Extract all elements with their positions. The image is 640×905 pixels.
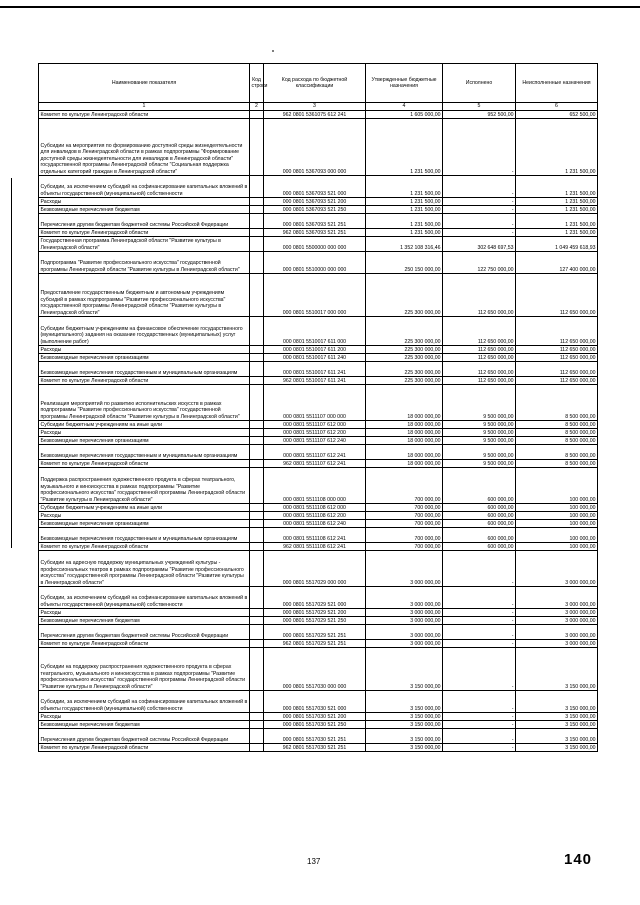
- table-cell-executed: -: [443, 551, 516, 587]
- table-cell-approved: 3 150 000,00: [366, 648, 443, 691]
- table-cell-remaining: 3 000 000,00: [516, 617, 598, 625]
- table-cell-executed: 9 500 000,00: [443, 385, 516, 421]
- table-cell-remaining: 1 231 500,00: [516, 214, 598, 229]
- table-cell-remaining: 112 650 000,00: [516, 362, 598, 377]
- table-row: [39, 274, 598, 317]
- column-number: 6: [516, 103, 598, 111]
- table-cell-approved: 3 150 000,00: [366, 691, 443, 713]
- table-cell-executed: 112 650 000,00: [443, 346, 516, 354]
- table-cell-approved: 225 300 000,00: [366, 354, 443, 362]
- table-cell-budget-code: 000 0801 5517030 521 250: [264, 721, 366, 729]
- table-cell-executed: -: [443, 587, 516, 609]
- table-cell-budget-code: 000 0801 5511108 000 000: [264, 468, 366, 504]
- table-row: [39, 252, 598, 274]
- table-cell-line-code: [250, 317, 264, 346]
- table-cell-name: Безвозмездные перечисления организациям: [39, 437, 250, 445]
- table-cell-budget-code: 962 0801 5517029 521 251: [264, 640, 366, 648]
- table-cell-executed: -: [443, 119, 516, 176]
- table-cell-remaining: 8 500 000,00: [516, 429, 598, 437]
- table-cell-remaining: 112 650 000,00: [516, 317, 598, 346]
- table-cell-remaining: 3 000 000,00: [516, 625, 598, 640]
- table-row: [39, 512, 598, 520]
- table-cell-remaining: 112 650 000,00: [516, 346, 598, 354]
- table-cell-line-code: [250, 648, 264, 691]
- table-cell-approved: 3 150 000,00: [366, 744, 443, 752]
- table-cell-approved: 1 231 500,00: [366, 206, 443, 214]
- table-row: [39, 617, 598, 625]
- table-cell-name: Субсидии на поддержку распространения художественного продукта в сферах театрального, музыкального и киноискусства в рамках подпрограммы "Развитие профессионального искусства" государственной программы Ленинградской области "Развитие культуры в Ленинградской области": [39, 648, 250, 691]
- table-cell-remaining: 3 000 000,00: [516, 640, 598, 648]
- table-cell-remaining: 3 150 000,00: [516, 691, 598, 713]
- table-cell-remaining: 100 000,00: [516, 528, 598, 543]
- scan-margin-mark: [11, 178, 12, 548]
- table-cell-budget-code: 000 0801 5517030 521 251: [264, 729, 366, 744]
- table-cell-name: Субсидии бюджетным учреждениям на иные цели: [39, 504, 250, 512]
- table-cell-line-code: [250, 377, 264, 385]
- table-cell-remaining: 3 150 000,00: [516, 648, 598, 691]
- table-cell-budget-code: 000 0801 5367093 000 000: [264, 119, 366, 176]
- table-cell-name: Поддержка распространения художественного продукта в сферах театрального, музыкального и киноискусства в рамках подпрограммы "Развитие профессионального искусства" государственной программы Ленинградской области "Развитие культуры в Ленинградской области": [39, 468, 250, 504]
- table-cell-budget-code: 000 0801 5511108 612 241: [264, 528, 366, 543]
- table-cell-budget-code: 000 0801 5517029 521 250: [264, 617, 366, 625]
- table-cell-name: Субсидии, за исключением субсидий на софинансирование капитальных вложений в объекты государственной (муниципальной) собственности: [39, 587, 250, 609]
- table-cell-remaining: 3 150 000,00: [516, 721, 598, 729]
- table-cell-budget-code: 000 0801 5510017 611 241: [264, 362, 366, 377]
- table-cell-executed: 600 000,00: [443, 468, 516, 504]
- table-cell-approved: 225 300 000,00: [366, 346, 443, 354]
- table-cell-budget-code: 000 0801 5517030 521 000: [264, 691, 366, 713]
- table-cell-remaining: 112 650 000,00: [516, 274, 598, 317]
- table-cell-name: Субсидии, за исключением субсидий на софинансирование капитальных вложений в объекты государственной (муниципальной) собственности: [39, 691, 250, 713]
- table-cell-remaining: 8 500 000,00: [516, 445, 598, 460]
- table-cell-executed: -: [443, 617, 516, 625]
- table-cell-remaining: 1 231 500,00: [516, 198, 598, 206]
- table-cell-budget-code: 962 0801 5510017 611 241: [264, 377, 366, 385]
- table-row: [39, 648, 598, 691]
- table-cell-budget-code: 000 0801 5511107 612 000: [264, 421, 366, 429]
- table-cell-approved: 700 000,00: [366, 504, 443, 512]
- table-row: [39, 377, 598, 385]
- table-cell-name: Расходы: [39, 512, 250, 520]
- table-cell-approved: 3 000 000,00: [366, 551, 443, 587]
- table-cell-executed: 600 000,00: [443, 512, 516, 520]
- table-cell-approved: 18 000 000,00: [366, 437, 443, 445]
- table-cell-executed: -: [443, 640, 516, 648]
- table-row: [39, 713, 598, 721]
- table-cell-executed: -: [443, 229, 516, 237]
- table-cell-executed: 9 500 000,00: [443, 429, 516, 437]
- table-cell-line-code: [250, 713, 264, 721]
- table-cell-executed: -: [443, 648, 516, 691]
- table-cell-approved: 700 000,00: [366, 528, 443, 543]
- column-number: 2: [250, 103, 264, 111]
- table-cell-approved: 700 000,00: [366, 468, 443, 504]
- table-cell-line-code: [250, 512, 264, 520]
- column-number-row: [39, 103, 598, 111]
- table-row: [39, 237, 598, 252]
- table-cell-executed: -: [443, 214, 516, 229]
- table-cell-name: Субсидии на мероприятия по формированию доступной среды жизнедеятельности для инвалидов в Ленинградской области в рамках подпрограммы "Формирование доступной среды жизнедеятельности для инвалидов в Ленинградской области" государственной программы Ленинградской области "Социальная поддержка отдельных категорий граждан в Ленинградской области": [39, 119, 250, 176]
- table-cell-executed: 9 500 000,00: [443, 460, 516, 468]
- table-row: [39, 609, 598, 617]
- table-cell-budget-code: 000 0801 5367093 521 251: [264, 214, 366, 229]
- table-cell-remaining: 112 650 000,00: [516, 377, 598, 385]
- table-cell-budget-code: 962 0801 5361075 612 241: [264, 111, 366, 119]
- table-cell-executed: -: [443, 176, 516, 198]
- table-cell-executed: 600 000,00: [443, 520, 516, 528]
- table-cell-approved: 3 150 000,00: [366, 721, 443, 729]
- table-cell-name: Государственная программа Ленинградской области "Развитие культуры в Ленинградской области": [39, 237, 250, 252]
- table-cell-name: Перечисления другим бюджетам бюджетной системы Российской Федерации: [39, 625, 250, 640]
- table-row: [39, 460, 598, 468]
- table-cell-approved: 18 000 000,00: [366, 385, 443, 421]
- table-cell-executed: 122 750 000,00: [443, 252, 516, 274]
- table-cell-name: Перечисления другим бюджетам бюджетной системы Российской Федерации: [39, 214, 250, 229]
- table-cell-approved: 225 300 000,00: [366, 362, 443, 377]
- table-cell-approved: 18 000 000,00: [366, 445, 443, 460]
- table-cell-line-code: [250, 468, 264, 504]
- table-cell-remaining: 1 231 500,00: [516, 119, 598, 176]
- table-cell-approved: 18 000 000,00: [366, 460, 443, 468]
- table-cell-executed: 600 000,00: [443, 528, 516, 543]
- page-number: 137: [307, 857, 321, 866]
- header-approved: Утвержденные бюджетные назначения: [366, 64, 443, 103]
- header-remaining: Неисполненные назначения: [516, 64, 598, 103]
- table-cell-remaining: 8 500 000,00: [516, 437, 598, 445]
- table-cell-approved: 18 000 000,00: [366, 421, 443, 429]
- column-number: 3: [264, 103, 366, 111]
- table-cell-remaining: 3 150 000,00: [516, 729, 598, 744]
- table-cell-approved: 1 231 500,00: [366, 198, 443, 206]
- table-row: [39, 445, 598, 460]
- table-cell-approved: 1 605 000,00: [366, 111, 443, 119]
- table-row: [39, 625, 598, 640]
- table-cell-budget-code: 962 0801 5511107 612 241: [264, 460, 366, 468]
- header-indicator-name: Наименование показателя: [39, 64, 250, 103]
- table-cell-line-code: [250, 609, 264, 617]
- table-cell-executed: -: [443, 729, 516, 744]
- table-cell-budget-code: 000 0801 5511107 612 241: [264, 445, 366, 460]
- table-cell-budget-code: 000 0801 5510000 000 000: [264, 252, 366, 274]
- table-cell-executed: -: [443, 625, 516, 640]
- table-cell-line-code: [250, 528, 264, 543]
- column-number: 4: [366, 103, 443, 111]
- table-cell-name: Комитет по культуре Ленинградской области: [39, 744, 250, 752]
- table-cell-executed: 112 650 000,00: [443, 317, 516, 346]
- table-row: [39, 214, 598, 229]
- table-cell-budget-code: 000 0801 5510017 611 200: [264, 346, 366, 354]
- table-cell-name: Расходы: [39, 609, 250, 617]
- table-cell-approved: 1 231 500,00: [366, 229, 443, 237]
- table-cell-remaining: 1 049 459 618,93: [516, 237, 598, 252]
- table-cell-executed: -: [443, 744, 516, 752]
- table-cell-name: Расходы: [39, 198, 250, 206]
- table-cell-line-code: [250, 229, 264, 237]
- table-cell-remaining: 112 650 000,00: [516, 354, 598, 362]
- table-row: [39, 385, 598, 421]
- table-cell-budget-code: 000 0801 5517029 521 251: [264, 625, 366, 640]
- table-cell-line-code: [250, 445, 264, 460]
- table-cell-line-code: [250, 504, 264, 512]
- table-cell-remaining: 8 500 000,00: [516, 460, 598, 468]
- table-row: [39, 354, 598, 362]
- top-border-rule: [0, 6, 640, 8]
- table-cell-name: Безвозмездные перечисления государственным и муниципальным организациям: [39, 362, 250, 377]
- table-cell-budget-code: 000 0801 5511107 612 200: [264, 429, 366, 437]
- table-cell-line-code: [250, 429, 264, 437]
- table-cell-approved: 225 300 000,00: [366, 274, 443, 317]
- table-cell-executed: -: [443, 691, 516, 713]
- table-cell-executed: 9 500 000,00: [443, 445, 516, 460]
- table-cell-approved: 1 231 500,00: [366, 119, 443, 176]
- table-row: [39, 520, 598, 528]
- table-cell-line-code: [250, 587, 264, 609]
- table-cell-remaining: 100 000,00: [516, 543, 598, 551]
- table-cell-approved: 1 352 108 316,46: [366, 237, 443, 252]
- table-cell-approved: 250 150 000,00: [366, 252, 443, 274]
- table-row: [39, 198, 598, 206]
- table-cell-name: Комитет по культуре Ленинградской области: [39, 229, 250, 237]
- table-row: [39, 362, 598, 377]
- table-cell-budget-code: 000 0801 5517030 521 200: [264, 713, 366, 721]
- table-cell-executed: 302 648 697,53: [443, 237, 516, 252]
- table-cell-approved: 3 000 000,00: [366, 609, 443, 617]
- table-cell-budget-code: 000 0801 5510017 000 000: [264, 274, 366, 317]
- table-cell-line-code: [250, 354, 264, 362]
- table-cell-name: Реализация мероприятий по развитию исполнительских искусств в рамках подпрограммы "Развитие профессионального искусства" государственной программы Ленинградской области "Развитие культуры в Ленинградской области": [39, 385, 250, 421]
- table-cell-executed: -: [443, 713, 516, 721]
- table-row: [39, 317, 598, 346]
- table-cell-budget-code: 000 0801 5517029 000 000: [264, 551, 366, 587]
- table-cell-name: Безвозмездные перечисления государственным и муниципальным организациям: [39, 528, 250, 543]
- header-line-code: Код строки: [250, 64, 264, 103]
- table-cell-remaining: 652 500,00: [516, 111, 598, 119]
- table-cell-name: Перечисления другим бюджетам бюджетной системы Российской Федерации: [39, 729, 250, 744]
- table-row: [39, 206, 598, 214]
- table-cell-remaining: 8 500 000,00: [516, 385, 598, 421]
- table-cell-line-code: [250, 691, 264, 713]
- table-cell-line-code: [250, 729, 264, 744]
- table-cell-line-code: [250, 551, 264, 587]
- table-cell-line-code: [250, 744, 264, 752]
- table-cell-name: Безвозмездные перечисления бюджетам: [39, 721, 250, 729]
- table-row: [39, 111, 598, 119]
- header-budget-code: Код расхода по бюджетной классификации: [264, 64, 366, 103]
- table-cell-budget-code: 000 0801 5367093 521 200: [264, 198, 366, 206]
- table-cell-name: Безвозмездные перечисления государственным и муниципальным организациям: [39, 445, 250, 460]
- table-cell-line-code: [250, 520, 264, 528]
- table-cell-approved: 1 231 500,00: [366, 176, 443, 198]
- table-cell-line-code: [250, 721, 264, 729]
- table-cell-budget-code: 962 0801 5367093 521 251: [264, 229, 366, 237]
- table-cell-line-code: [250, 274, 264, 317]
- header-executed: Исполнено: [443, 64, 516, 103]
- table-cell-approved: 700 000,00: [366, 520, 443, 528]
- table-cell-remaining: 8 500 000,00: [516, 421, 598, 429]
- table-cell-budget-code: 000 0801 5511107 612 240: [264, 437, 366, 445]
- table-cell-name: Подпрограмма "Развитие профессионального искусства" государственной программы Ленинградской области "Развитие культуры в Ленинградской области": [39, 252, 250, 274]
- table-row: [39, 429, 598, 437]
- table-cell-remaining: 3 000 000,00: [516, 609, 598, 617]
- table-cell-budget-code: 000 0801 5500000 000 000: [264, 237, 366, 252]
- table-cell-remaining: 1 231 500,00: [516, 206, 598, 214]
- table-cell-approved: 225 300 000,00: [366, 317, 443, 346]
- budget-execution-table: [38, 63, 598, 752]
- table-cell-executed: 952 500,00: [443, 111, 516, 119]
- table-body: [39, 111, 598, 752]
- table-cell-approved: 1 231 500,00: [366, 214, 443, 229]
- table-cell-approved: 3 000 000,00: [366, 640, 443, 648]
- table-cell-name: Расходы: [39, 429, 250, 437]
- table-row: [39, 504, 598, 512]
- table-row: [39, 729, 598, 744]
- table-cell-name: Предоставление государственным бюджетным и автономным учреждениям субсидий в рамках подпрограммы "Развитие профессионального искусства" государственной программы Ленинградской области "Развитие культуры в Ленинградской области": [39, 274, 250, 317]
- table-cell-approved: 700 000,00: [366, 543, 443, 551]
- table-cell-name: Субсидии бюджетным учреждениям на иные цели: [39, 421, 250, 429]
- table-cell-budget-code: 000 0801 5517029 521 200: [264, 609, 366, 617]
- table-cell-name: Безвозмездные перечисления организациям: [39, 520, 250, 528]
- table-row: [39, 721, 598, 729]
- table-cell-name: Расходы: [39, 346, 250, 354]
- table-cell-executed: 112 650 000,00: [443, 354, 516, 362]
- table-row: [39, 640, 598, 648]
- table-header-row: [39, 64, 598, 103]
- table-cell-line-code: [250, 111, 264, 119]
- table-cell-line-code: [250, 617, 264, 625]
- table-cell-executed: -: [443, 198, 516, 206]
- table-cell-remaining: 100 000,00: [516, 520, 598, 528]
- table-cell-budget-code: 000 0801 5517030 000 000: [264, 648, 366, 691]
- table-row: [39, 551, 598, 587]
- table-cell-name: Расходы: [39, 713, 250, 721]
- table-cell-budget-code: 000 0801 5517029 521 000: [264, 587, 366, 609]
- table-cell-budget-code: 000 0801 5510017 611 000: [264, 317, 366, 346]
- table-row: [39, 543, 598, 551]
- table-cell-name: Комитет по культуре Ленинградской области: [39, 543, 250, 551]
- table-cell-budget-code: 000 0801 5511108 612 200: [264, 512, 366, 520]
- table-cell-line-code: [250, 362, 264, 377]
- scan-speck: [272, 50, 274, 52]
- table-cell-executed: -: [443, 721, 516, 729]
- table-row: [39, 468, 598, 504]
- table-cell-remaining: 1 231 500,00: [516, 176, 598, 198]
- table-cell-budget-code: 000 0801 5511108 612 240: [264, 520, 366, 528]
- table-cell-line-code: [250, 214, 264, 229]
- table-cell-executed: 112 650 000,00: [443, 377, 516, 385]
- table-cell-approved: 3 000 000,00: [366, 587, 443, 609]
- table-cell-line-code: [250, 543, 264, 551]
- table-cell-remaining: 100 000,00: [516, 512, 598, 520]
- table-cell-executed: 112 650 000,00: [443, 274, 516, 317]
- table-cell-remaining: 3 150 000,00: [516, 713, 598, 721]
- table-cell-line-code: [250, 640, 264, 648]
- table-cell-name: Безвозмездные перечисления организациям: [39, 354, 250, 362]
- table-cell-approved: 3 150 000,00: [366, 729, 443, 744]
- table-cell-approved: 700 000,00: [366, 512, 443, 520]
- table-row: [39, 421, 598, 429]
- table-cell-line-code: [250, 176, 264, 198]
- table-cell-line-code: [250, 625, 264, 640]
- table-cell-line-code: [250, 437, 264, 445]
- table-cell-remaining: 100 000,00: [516, 504, 598, 512]
- table-cell-executed: -: [443, 609, 516, 617]
- table-cell-line-code: [250, 346, 264, 354]
- table-cell-executed: 600 000,00: [443, 543, 516, 551]
- table-row: [39, 587, 598, 609]
- table-cell-line-code: [250, 206, 264, 214]
- table-cell-budget-code: 962 0801 5511108 612 241: [264, 543, 366, 551]
- table-cell-executed: 112 650 000,00: [443, 362, 516, 377]
- table-cell-budget-code: 000 0801 5510017 611 240: [264, 354, 366, 362]
- column-number: 1: [39, 103, 250, 111]
- column-number: 5: [443, 103, 516, 111]
- table-cell-remaining: 3 000 000,00: [516, 551, 598, 587]
- table-row: [39, 744, 598, 752]
- table-cell-executed: 9 500 000,00: [443, 437, 516, 445]
- table-row: [39, 437, 598, 445]
- table-row: [39, 229, 598, 237]
- table-cell-line-code: [250, 385, 264, 421]
- table-cell-name: Субсидии бюджетным учреждениям на финансовое обеспечение государственного (муниципального) задания на оказание государственных (муниципальных) услуг (выполнение работ): [39, 317, 250, 346]
- table-cell-remaining: 100 000,00: [516, 468, 598, 504]
- table-cell-budget-code: 000 0801 5511108 612 000: [264, 504, 366, 512]
- table-cell-name: Комитет по культуре Ленинградской области: [39, 460, 250, 468]
- table-cell-line-code: [250, 421, 264, 429]
- table-cell-line-code: [250, 460, 264, 468]
- table-cell-name: Субсидии на адресную поддержку муниципальных учреждений культуры - профессиональных театров в рамках подпрограммы "Развитие профессионального искусства" государственной программы Ленинградской области "Развитие культуры в Ленинградской области": [39, 551, 250, 587]
- table-row: [39, 528, 598, 543]
- table-cell-budget-code: 000 0801 5511107 000 000: [264, 385, 366, 421]
- table-cell-remaining: 3 150 000,00: [516, 744, 598, 752]
- table-cell-line-code: [250, 198, 264, 206]
- table-row: [39, 346, 598, 354]
- table-cell-approved: 3 150 000,00: [366, 713, 443, 721]
- table-cell-executed: -: [443, 206, 516, 214]
- table-cell-budget-code: 962 0801 5517030 521 251: [264, 744, 366, 752]
- handwritten-sheet-number: 140: [564, 851, 593, 868]
- table-cell-budget-code: 000 0801 5367093 521 000: [264, 176, 366, 198]
- table-cell-remaining: 127 400 000,00: [516, 252, 598, 274]
- table-cell-remaining: 1 231 500,00: [516, 229, 598, 237]
- table-cell-line-code: [250, 119, 264, 176]
- table-cell-name: Комитет по культуре Ленинградской области: [39, 111, 250, 119]
- table-row: [39, 119, 598, 176]
- table-cell-approved: 3 000 000,00: [366, 625, 443, 640]
- table-cell-executed: 600 000,00: [443, 504, 516, 512]
- table-row: [39, 691, 598, 713]
- table-cell-name: Безвозмездные перечисления бюджетам: [39, 617, 250, 625]
- table-cell-executed: 9 500 000,00: [443, 421, 516, 429]
- table-cell-name: Комитет по культуре Ленинградской области: [39, 377, 250, 385]
- table-cell-approved: 225 300 000,00: [366, 377, 443, 385]
- table-row: [39, 176, 598, 198]
- table-cell-budget-code: 000 0801 5367093 521 250: [264, 206, 366, 214]
- table-cell-approved: 3 000 000,00: [366, 617, 443, 625]
- table-cell-line-code: [250, 252, 264, 274]
- table-cell-name: Субсидии, за исключением субсидий на софинансирование капитальных вложений в объекты государственной (муниципальной) собственности: [39, 176, 250, 198]
- table-cell-approved: 18 000 000,00: [366, 429, 443, 437]
- table-cell-remaining: 3 000 000,00: [516, 587, 598, 609]
- table-cell-name: Комитет по культуре Ленинградской области: [39, 640, 250, 648]
- table-cell-name: Безвозмездные перечисления бюджетам: [39, 206, 250, 214]
- table-cell-line-code: [250, 237, 264, 252]
